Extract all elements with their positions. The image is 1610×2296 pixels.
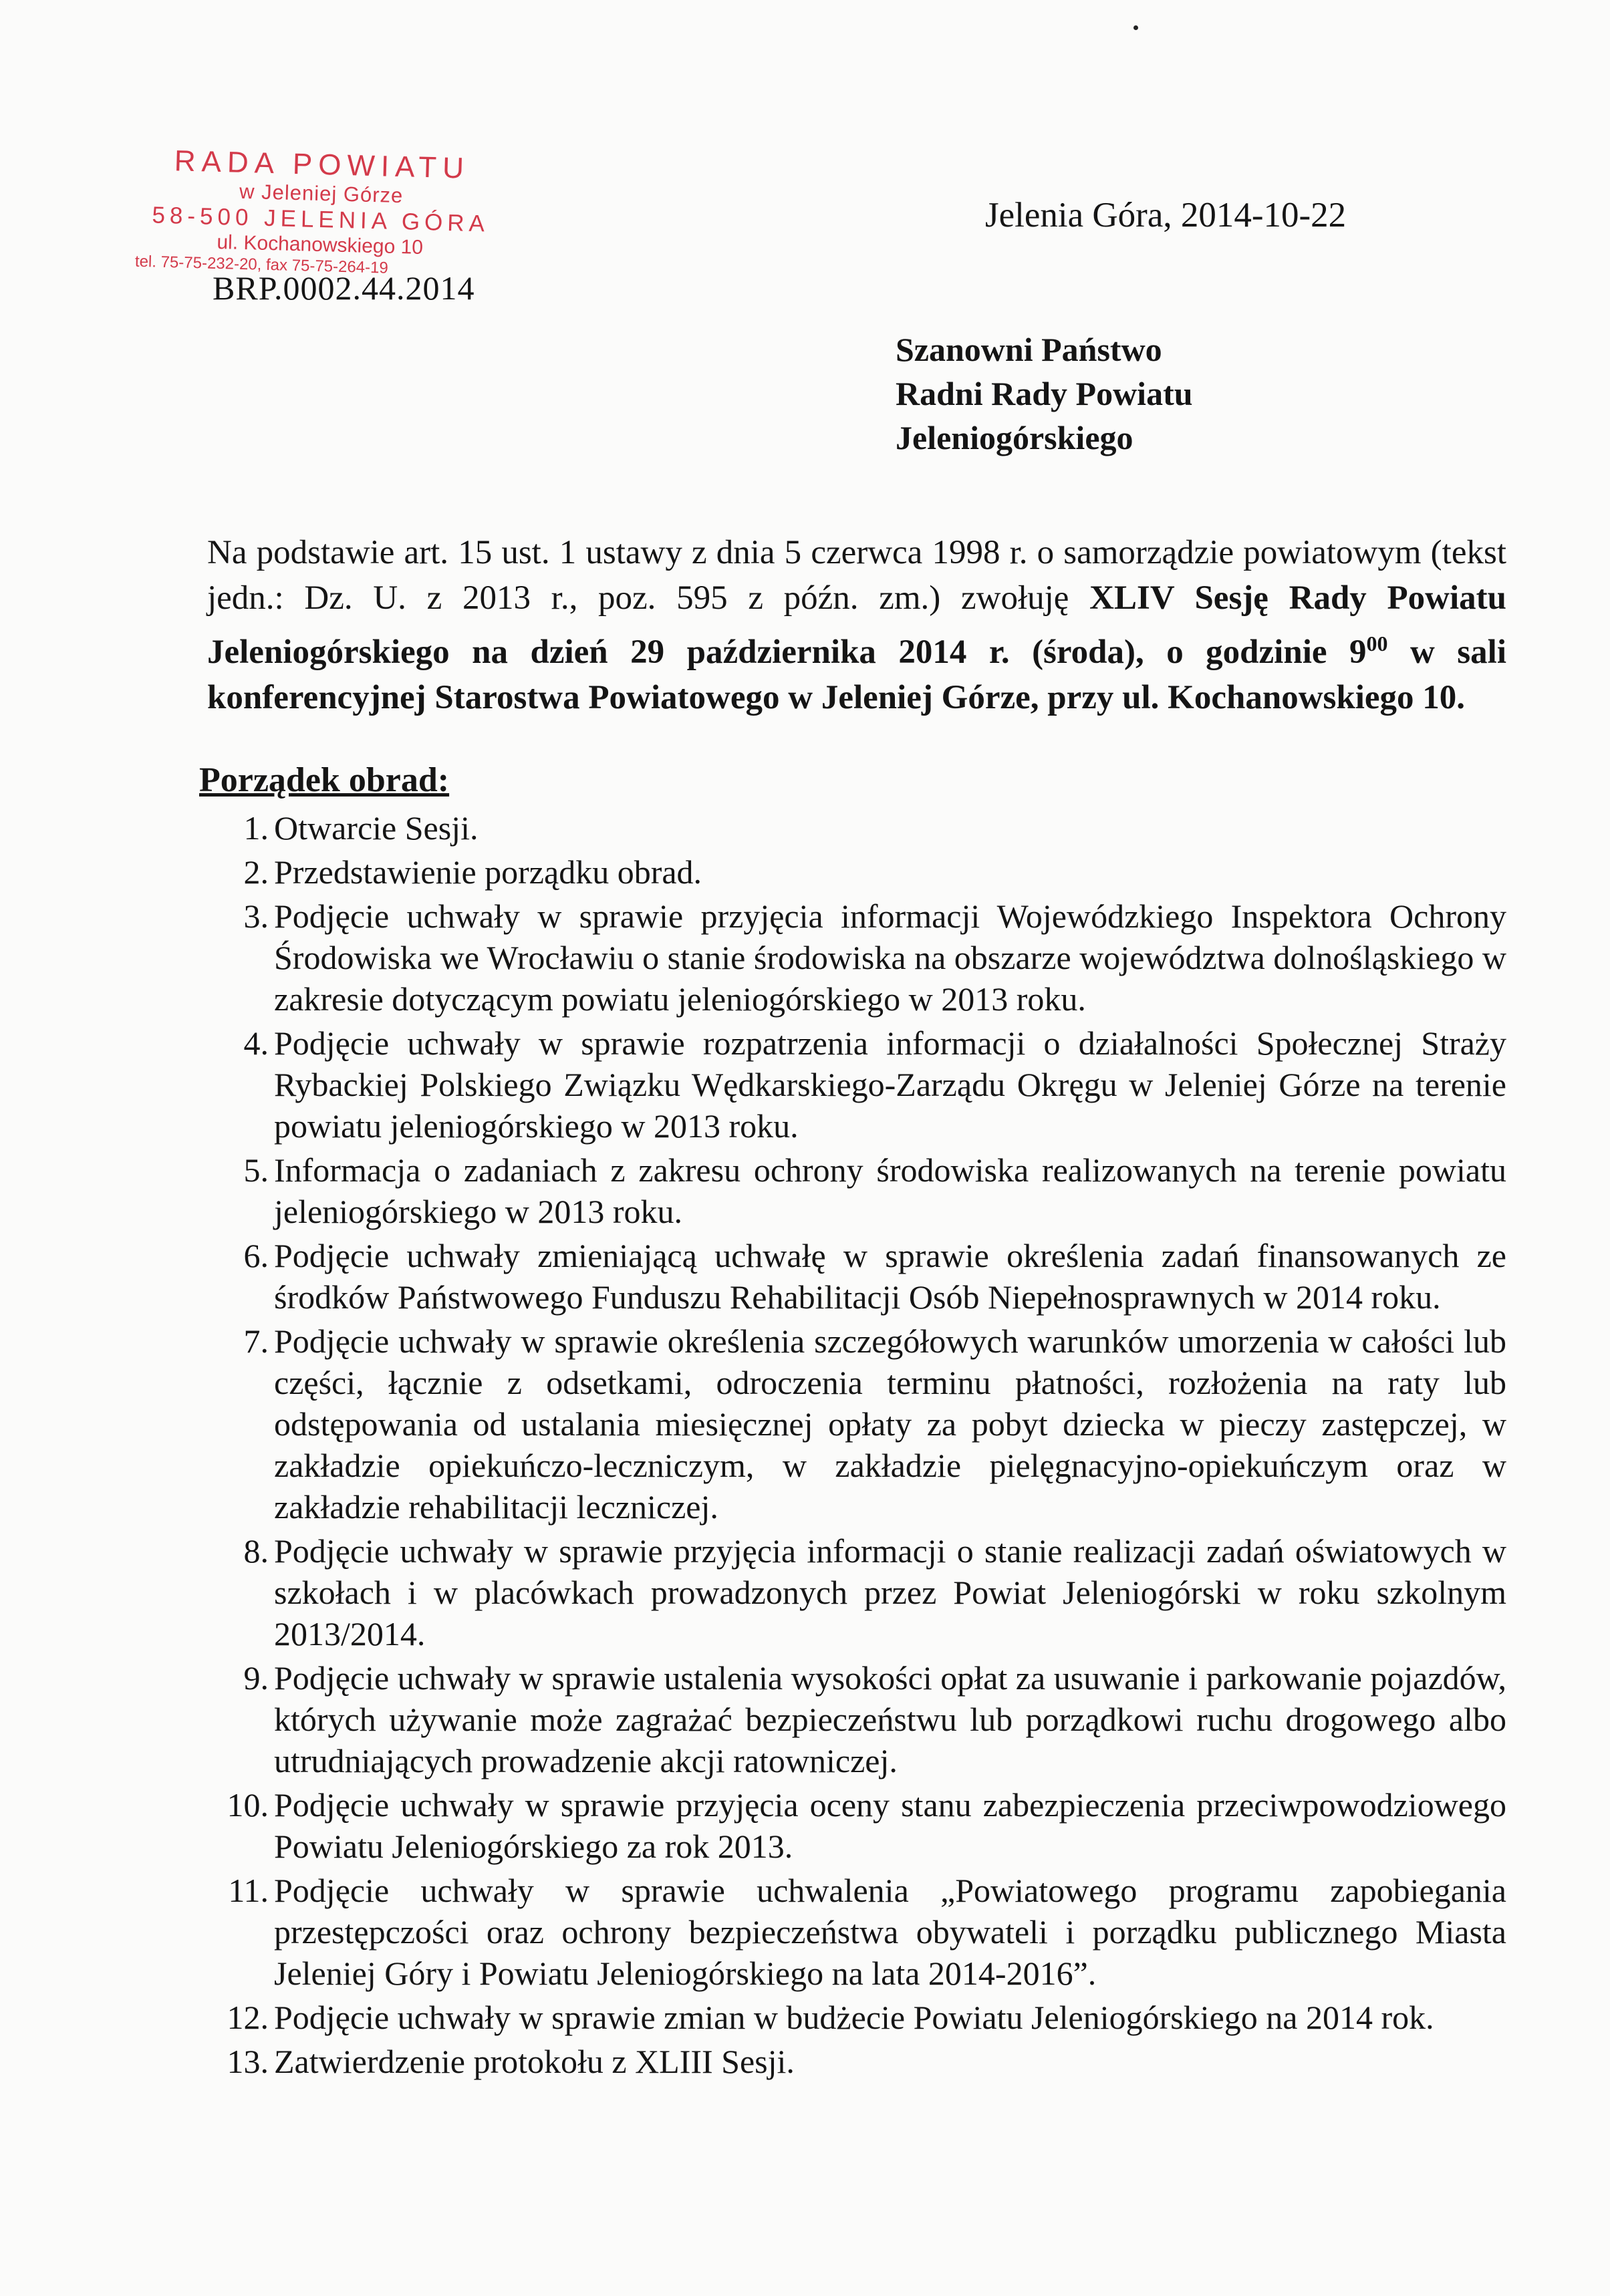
agenda-item-number: 12. [227, 1999, 269, 2036]
agenda-item [207, 1235, 1506, 1318]
agenda-item-text: Podjęcie uchwały w sprawie rozpatrzenia informacji o działalności Społecznej Straży Rybackiej Polskiego Związku Wędkarskiego-Zarządu Okręgu w Jeleniej Górze na terenie powiatu jeleniogórskiego w 2013 roku. [274, 1024, 1506, 1145]
agenda-item-number: 4. [243, 1024, 269, 1062]
stamp-line-4: ul. Kochanowskiego 10 [217, 231, 424, 259]
agenda-item-text: Podjęcie uchwały w sprawie zmian w budżecie Powiatu Jeleniogórskiego na 2014 rok. [274, 1999, 1434, 2036]
agenda-item-number: 10. [227, 1786, 269, 1824]
agenda-item-text: Podjęcie uchwały w sprawie przyjęcia oceny stanu zabezpieczenia przeciwpowodziowego Powiatu Jeleniogórskiego za rok 2013. [274, 1786, 1506, 1865]
agenda-item-text: Podjęcie uchwały w sprawie ustalenia wysokości opłat za usuwanie i parkowanie pojazdów, których używanie może zagrażać bezpieczeństwu lub porządkowi ruchu drogowego albo utrudniających prowadzenie akcji ratowniczej. [274, 1659, 1506, 1779]
agenda-item [207, 1657, 1506, 1781]
scan-speck [1133, 25, 1138, 30]
agenda-item-text: Podjęcie uchwały zmieniającą uchwałę w sprawie określenia zadań finansowanych ze środków Państwowego Funduszu Rehabilitacji Osób Niepełnosprawnych w 2014 roku. [274, 1237, 1506, 1316]
stamp-line-3: 58-500 JELENIA GÓRA [152, 202, 490, 237]
addressee-line-1: Szanowni Państwo [896, 331, 1162, 368]
agenda-item-number: 7. [243, 1322, 269, 1360]
agenda-item-text: Otwarcie Sesji. [274, 809, 479, 847]
stamp-line-1: RADA POWIATU [174, 144, 471, 185]
agenda-item [207, 1149, 1506, 1232]
agenda-item [207, 895, 1506, 1020]
stamp-line-2: w Jeleniej Górze [239, 179, 404, 208]
agenda-item-text: Podjęcie uchwały w sprawie przyjęcia informacji o stanie realizacji zadań oświatowych w szkołach i w placówkach prowadzonych przez Powiat Jeleniogórski w roku szkolnym 2013/2014. [274, 1532, 1506, 1653]
agenda-item-text: Podjęcie uchwały w sprawie określenia szczegółowych warunków umorzenia w całości lub części, łącznie z odsetkami, odroczenia terminu płatności, rozłożenia na raty lub odstępowania od ustalania miesięcznej opłaty za pobyt dziecka w pieczy zastępczej, w zakładzie opiekuńczo-leczniczym, w zakładzie pielęgnacyjno-opiekuńczym oraz w zakładzie rehabilitacji leczniczej. [274, 1322, 1506, 1526]
agenda-item-number: 8. [243, 1532, 269, 1570]
addressee-line-2: Radni Rady Powiatu [896, 375, 1193, 412]
agenda-item-number: 9. [243, 1659, 269, 1697]
agenda-item [207, 1997, 1506, 2038]
agenda-item [207, 1320, 1506, 1528]
agenda-item [207, 1530, 1506, 1655]
agenda-item [207, 851, 1506, 893]
agenda-heading: Porządek obrad: [199, 761, 450, 799]
convocation-paragraph [207, 530, 1506, 720]
reference-number: BRP.0002.44.2014 [213, 269, 475, 307]
agenda-item [207, 1784, 1506, 1867]
agenda-item [207, 1022, 1506, 1147]
intro-bold-location: w sali konferencyjnej Starostwa Powiatowego w Jeleniej Górze, przy ul. Kochanowskiego 10. [207, 633, 1506, 716]
agenda-item-number: 13. [227, 2043, 269, 2080]
agenda-item-number: 6. [243, 1237, 269, 1274]
agenda-item-text: Podjęcie uchwały w sprawie uchwalenia „Powiatowego programu zapobiegania przestępczości oraz ochrony bezpieczeństwa obywateli i porządku publicznego Miasta Jeleniej Góry i Powiatu Jeleniogórskiego na lata 2014-2016”. [274, 1872, 1506, 1992]
red-office-stamp [132, 144, 510, 282]
addressee-line-3: Jeleniogórskiego [896, 419, 1133, 456]
intro-text: Na podstawie art. 15 ust. 1 ustawy z dnia 5 czerwca 1998 r. o samorządzie powiatowym (tekst jedn.: Dz. U. z 2013 r., poz. 595 z późn. zm.) zwołuję [207, 534, 1506, 617]
place-and-date: Jelenia Góra, 2014-10-22 [985, 196, 1347, 235]
addressee-block [896, 327, 1193, 460]
stamp-line-5: tel. 75-75-232-20, fax 75-75-264-19 [134, 252, 389, 277]
agenda-item-number: 11. [228, 1872, 269, 1909]
agenda-item-number: 1. [243, 809, 269, 847]
agenda-item-text: Przedstawienie porządku obrad. [274, 853, 702, 891]
agenda-item [207, 1870, 1506, 1994]
agenda-item-text: Zatwierdzenie protokołu z XLIII Sesji. [274, 2043, 795, 2080]
agenda-item [207, 2041, 1506, 2082]
agenda-item-text: Informacja o zadaniach z zakresu ochrony środowiska realizowanych na terenie powiatu jeleniogórskiego w 2013 roku. [274, 1151, 1506, 1230]
agenda-list [207, 807, 1506, 2085]
agenda-item-number: 2. [243, 853, 269, 891]
agenda-item [207, 807, 1506, 849]
agenda-item-number: 3. [243, 897, 269, 935]
intro-bold-session: XLIV Sesję Rady Powiatu Jeleniogórskiego na dzień 29 października 2014 r. (środa), o godzinie 9 [207, 579, 1507, 671]
intro-hour-superscript: 00 [1366, 631, 1388, 656]
agenda-item-number: 5. [243, 1151, 269, 1189]
agenda-item-text: Podjęcie uchwały w sprawie przyjęcia informacji Wojewódzkiego Inspektora Ochrony Środowiska we Wrocławiu o stanie środowiska na obszarze województwa dolnośląskiego w zakresie dotyczącym powiatu jeleniogórskiego w 2013 roku. [274, 897, 1506, 1018]
